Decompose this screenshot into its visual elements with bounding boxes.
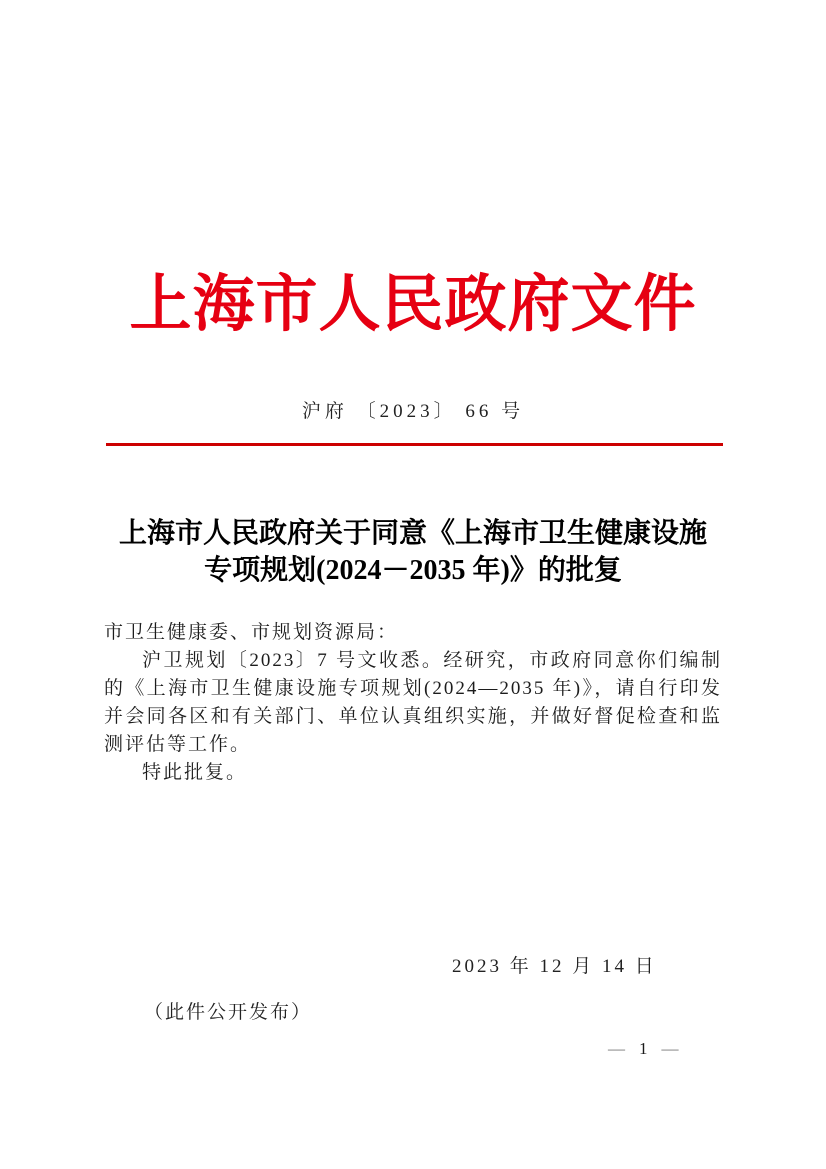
- page-number-dash-left: —: [608, 1039, 625, 1058]
- document-number: 沪府 〔2023〕 66 号: [301, 401, 525, 422]
- document-body: [104, 619, 722, 787]
- page-number-value: 1: [639, 1039, 648, 1058]
- body-paragraph: 沪卫规划〔2023〕7 号文收悉。经研究，市政府同意你们编制的《上海市卫生健康设施专项规划(2024—2035 年)》，请自行印发并会同各区和有关部门、单位认真组织实施，并做好督促检查和监测评估等工作。: [104, 650, 722, 755]
- page-number: [608, 1035, 679, 1063]
- document-title-line2: 专项规划(2024－2035 年)》的批复: [204, 555, 622, 586]
- document-title-line1: 上海市人民政府关于同意《上海市卫生健康设施: [118, 518, 707, 549]
- document-title: [0, 515, 826, 589]
- issue-date: 2023 年 12 月 14 日: [452, 956, 657, 977]
- salutation-line: 市卫生健康委、市规划资源局：: [104, 622, 399, 643]
- page-number-dash-right: —: [661, 1039, 679, 1058]
- closing-line: 特此批复。: [142, 762, 248, 783]
- public-release-note: （此件公开发布）: [144, 1002, 313, 1023]
- document-header-title: 上海市人民政府文件: [129, 271, 697, 339]
- red-divider-line: [106, 443, 723, 446]
